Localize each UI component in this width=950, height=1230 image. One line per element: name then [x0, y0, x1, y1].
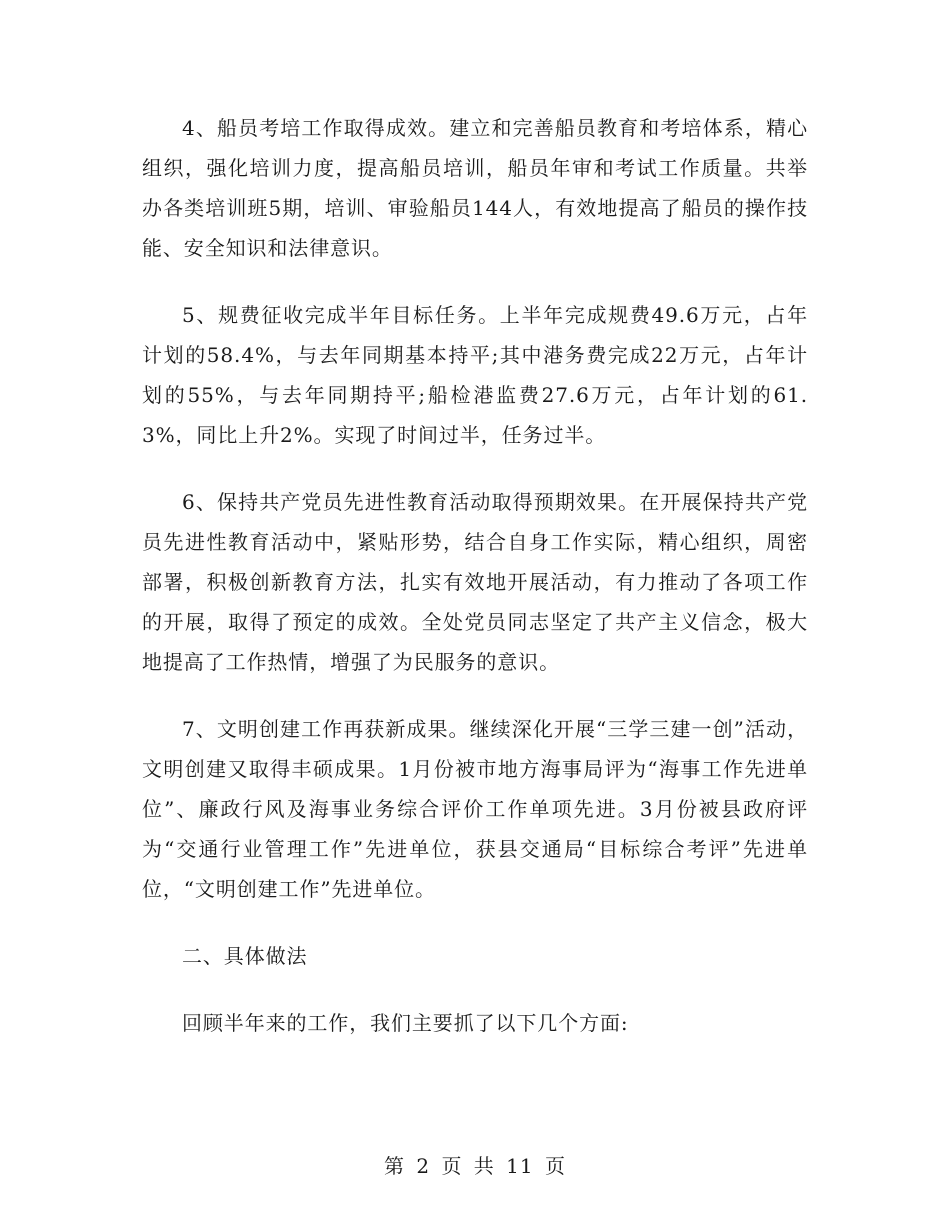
document-body	[142, 108, 808, 1070]
paragraph-item-4: 4、船员考培工作取得成效。建立和完善船员教育和考培体系，精心组织，强化培训力度，提高船员培训，船员年审和考试工作质量。共举办各类培训班5期，培训、审验船员144人，有效地提高了船员的操作技能、安全知识和法律意识。	[142, 116, 808, 260]
section-heading: 二、具体做法	[182, 944, 308, 968]
paragraph-item-7: 7、文明创建工作再获新成果。继续深化开展“三学三建一创”活动，文明创建又取得丰硕成果。1月份被市地方海事局评为“海事工作先进单位”、廉政行风及海事业务综合评价工作单项先进。3月份被县政府评为“交通行业管理工作”先进单位，获县交通局“目标综合考评”先进单位，“文明创建工作”先进单位。	[142, 717, 808, 901]
paragraph-item-5: 5、规费征收完成半年目标任务。上半年完成规费49.6万元，占年计划的58.4%，与去年同期基本持平;其中港务费完成22万元，占年计划的55%，与去年同期持平;船检港监费27.6万元，占年计划的61.3%，同比上升2%。实现了时间过半，任务过半。	[142, 303, 808, 447]
page-footer: 第 2 页 共 11 页	[384, 1154, 566, 1178]
intro-line: 回顾半年来的工作，我们主要抓了以下几个方面:	[182, 1011, 629, 1035]
paragraph-item-6: 6、保持共产党员先进性教育活动取得预期效果。在开展保持共产党员先进性教育活动中，紧贴形势，结合自身工作实际，精心组织，周密部署，积极创新教育方法，扎实有效地开展活动，有力推动了各项工作的开展，取得了预定的成效。全处党员同志坚定了共产主义信念，极大地提高了工作热情，增强了为民服务的意识。	[142, 490, 808, 674]
